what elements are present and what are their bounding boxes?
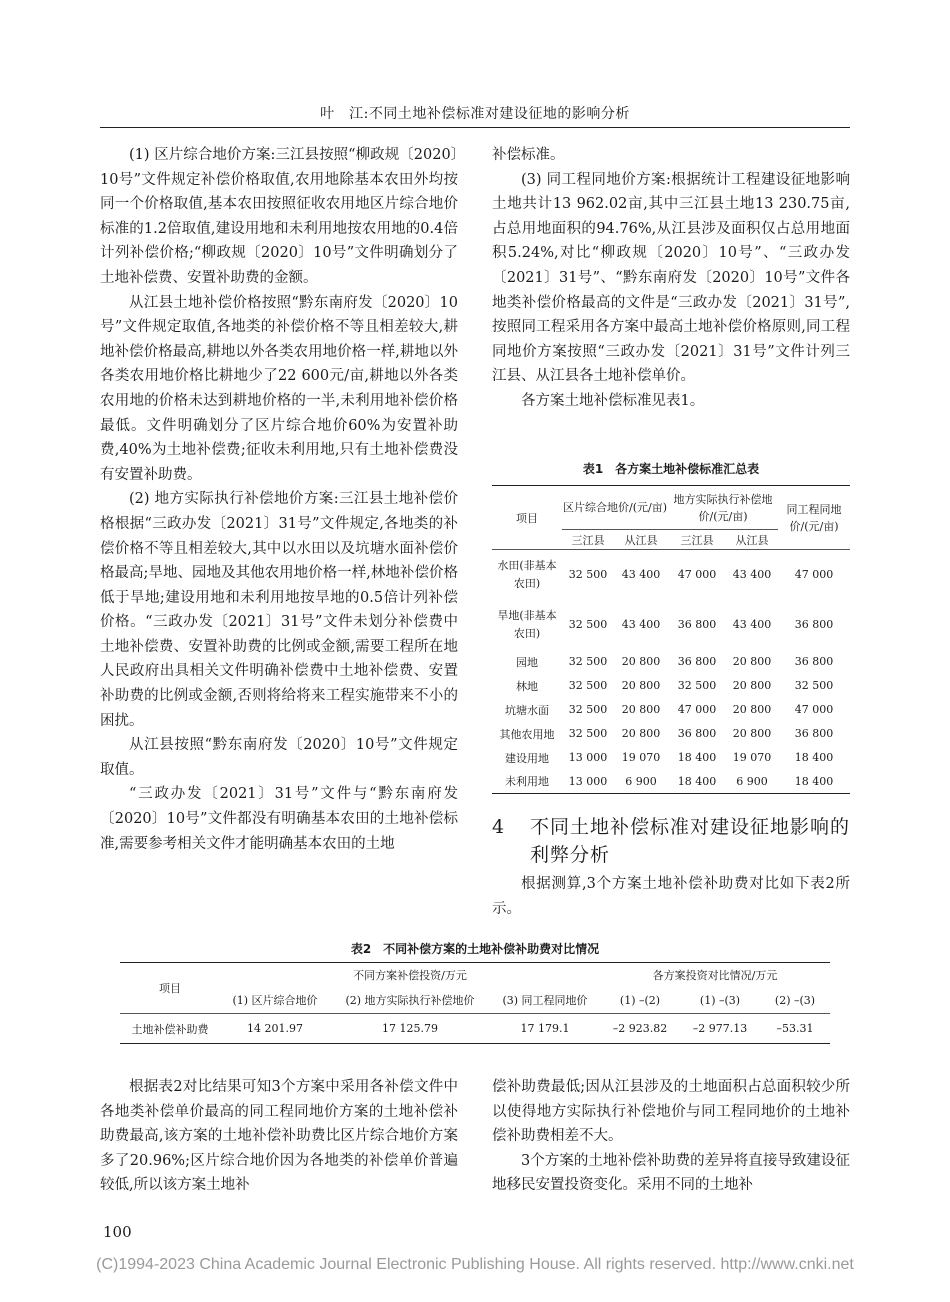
table-row	[492, 674, 850, 698]
row-label: 坑塘水面	[505, 703, 549, 717]
table2-subheader: (1) –(3)	[680, 988, 760, 1014]
cell: 14 201.97	[220, 1014, 330, 1044]
cell: 43 400	[621, 618, 661, 631]
cell: 6 900	[726, 770, 778, 794]
table1	[492, 485, 850, 794]
table2-subheader: (2) –(3)	[760, 988, 830, 1014]
cell: 19 070	[621, 751, 661, 764]
page-number: 100	[103, 1223, 132, 1241]
table-row	[492, 650, 850, 674]
paragraph: “三政办发〔2021〕31号”文件与“黔东南府发〔2020〕10号”文件都没有明确基本农田的土地补偿标准,需要参考相关文件才能明确基本农田的土地	[100, 786, 458, 852]
table2-subheader: (1) 区片综合地价	[220, 988, 330, 1014]
bottom-right-column	[492, 1075, 850, 1198]
table1-header-group2: 地方实际执行补偿地价/(元/亩)	[668, 486, 778, 530]
cell: 36 800	[677, 618, 717, 631]
row-label: 其他农用地	[499, 727, 555, 741]
cell: 20 800	[621, 703, 661, 716]
cell: 43 400	[732, 618, 772, 631]
table2-header-group1: 不同方案补偿投资/万元	[220, 963, 600, 988]
table2-subheader: (1) –(2)	[600, 988, 680, 1014]
cell: 32 500	[568, 568, 608, 582]
table2	[120, 962, 830, 1044]
cell: 6 900	[614, 770, 668, 794]
row-label: 水田(非基本农田)	[497, 558, 557, 590]
paragraph: 3个方案的土地补偿补助费的差异将直接导致建设征地移民安置投资变化。采用不同的土地补	[492, 1152, 850, 1194]
cell: 20 800	[732, 727, 772, 740]
cell: 32 500	[568, 655, 608, 668]
cell: 20 800	[732, 655, 772, 668]
cell: 32 500	[568, 679, 608, 692]
copyright-footer: (C)1994-2023 China Academic Journal Electronic Publishing House. All rights reserved. http://www.cnki.net	[96, 1256, 854, 1273]
table-row	[492, 600, 850, 650]
paragraph: 从江县土地补偿价格按照“黔东南府发〔2020〕10号”文件规定取值,各地类的补偿价格不等且相差较大,耕地补偿价格最高,耕地以外各类农用地价格一样,耕地以外各类农用地价格比耕地少了22 600元/亩,耕地以外各类农用地的价格未达到耕地价格的一半,未利用地补偿价格最低。文件明确划分了区片综合地价60%为安置补助费,40%为土地补偿费;征收未利用地,只有土地补偿费没有安置补助费。	[100, 294, 458, 483]
cell: 32 500	[568, 727, 608, 740]
cell: 18 400	[668, 770, 726, 794]
cell: 19 070	[732, 751, 772, 764]
cell: 32 500	[568, 703, 608, 716]
section-paragraph	[492, 872, 850, 921]
row-label: 未利用地	[492, 770, 562, 794]
cell: 47 000	[677, 703, 717, 716]
section-number: 4	[492, 816, 506, 838]
cell: 20 800	[621, 727, 661, 740]
paragraph: (2) 地方实际执行补偿地价方案:三江县土地补偿价格根据“三政办发〔2021〕31号”文件规定,各地类的补偿价格不等且相差较大,其中以水田以及坑塘水面补偿价格最高;旱地、园地及其他农用地价格一样,林地补偿价格低于旱地;建设用地和未利用地按旱地的0.5倍计列补偿价格。“三政办发〔2021〕31号”文件未划分补偿费中土地补偿费、安置补助费的比例或金额,需要工程所在地人民政府出具相关文件明确补偿费中土地补偿费、安置补助费的比例或金额,否则将给将来工程实施带来不小的困扰。	[100, 491, 458, 729]
cell: 20 800	[621, 679, 661, 692]
table-row	[492, 722, 850, 746]
cell: 20 800	[732, 679, 772, 692]
table2-subheader: (3) 同工程同地价	[490, 988, 600, 1014]
cell: 13 000	[568, 751, 608, 764]
row-label: 园地	[516, 655, 538, 669]
table1-sub-sanjiang: 三江县	[668, 530, 726, 550]
table-row	[492, 770, 850, 794]
left-column	[100, 143, 458, 856]
table1-sub-congjiang: 从江县	[614, 530, 668, 550]
cell: 47 000	[794, 703, 834, 716]
paragraph: 根据测算,3个方案土地补偿补助费对比如下表2所示。	[492, 876, 850, 917]
cell: 18 400	[794, 751, 834, 764]
cell: 32 500	[677, 679, 717, 692]
paragraph: 补偿标准。	[492, 147, 565, 163]
cell: 17 179.1	[490, 1014, 600, 1044]
table2-caption: 表2 不同补偿方案的土地补偿补助费对比情况	[350, 942, 600, 956]
paragraph: 各方案土地补偿标准见表1。	[521, 392, 705, 409]
table1-caption: 表1 各方案土地补偿标准汇总表	[582, 462, 760, 476]
table-row	[492, 746, 850, 770]
cell: 43 400	[621, 568, 661, 582]
header-rule	[100, 127, 850, 128]
paragraph: (1) 区片综合地价方案:三江县按照“柳政规〔2020〕10号”文件规定补偿价格取值,农用地除基本农田外均按同一个价格取值,基本农田按照征收农用地区片综合地价标准的1.2倍取值,建设用地和未利用地按农用地的0.4倍计列补偿价格;“柳政规〔2020〕10号”文件明确划分了土地补偿费、安置补助费的金额。	[100, 147, 458, 286]
paragraph: 根据表2对比结果可知3个方案中采用各补偿文件中各地类补偿单价最高的同工程同地价方案的土地补偿补助费最高,该方案的土地补偿补助费比区片综合地价方案多了20.96%;区片综合地价因为各地类的补偿单价普遍较低,所以该方案土地补	[100, 1079, 458, 1194]
table1-sub-congjiang: 从江县	[726, 530, 778, 550]
cell: –53.31	[760, 1014, 830, 1044]
cell: 36 800	[794, 727, 834, 740]
cell: 17 125.79	[330, 1014, 490, 1044]
cell: 47 000	[677, 568, 717, 582]
table2-header-item: 项目	[120, 963, 220, 1014]
cell: 32 500	[568, 618, 608, 631]
cell: 47 000	[794, 568, 834, 582]
section-title: 不同土地补偿标准对建设征地影响的利弊分析	[530, 816, 851, 866]
right-column	[492, 143, 850, 414]
cell: 36 800	[677, 727, 717, 740]
table-row	[120, 1014, 830, 1044]
table1-header-group3: 同工程同地价/(元/亩)	[778, 486, 850, 550]
table1-header-group1: 区片综合地价/(元/亩)	[562, 486, 668, 530]
table2-subheader: (2) 地方实际执行补偿地价	[330, 988, 490, 1014]
paragraph: 偿补助费最低;因从江县涉及的土地面积占总面积较少所以使得地方实际执行补偿地价与同工程同地价的土地补偿补助费相差不大。	[492, 1079, 850, 1145]
paragraph: (3) 同工程同地价方案:根据统计工程建设征地影响土地共计13 962.02亩,其中三江县土地13 230.75亩,占总用地面积的94.76%,从江县涉及面积仅占总用地面积5.24%,对比“柳政规〔2020〕10号”、“三政办发〔2021〕31号”、“黔东南府发〔2020〕10号”文件各地类补偿价格最高的文件是“三政办发〔2021〕31号”,按照同工程采用各方案中最高土地补偿价格原则,同工程同地价方案按照“三政办发〔2021〕31号”文件计列三江县、从江县各土地补偿单价。	[492, 171, 850, 385]
cell: 43 400	[732, 568, 772, 582]
cell: 13 000	[562, 770, 614, 794]
table-row	[492, 550, 850, 600]
cell: 20 800	[621, 655, 661, 668]
row-label: 土地补偿补助费	[120, 1014, 220, 1044]
cell: –2 923.82	[600, 1014, 680, 1044]
row-label: 林地	[516, 679, 538, 693]
paragraph: 从江县按照“黔东南府发〔2020〕10号”文件规定取值。	[100, 737, 458, 778]
cell: 32 500	[794, 679, 834, 692]
cell: –2 977.13	[680, 1014, 760, 1044]
row-label: 建设用地	[505, 751, 549, 765]
cell: 36 800	[794, 618, 834, 631]
row-label: 旱地(非基本农田)	[497, 608, 557, 640]
cell: 18 400	[677, 751, 717, 764]
cell: 36 800	[794, 655, 834, 668]
bottom-left-column	[100, 1075, 458, 1198]
running-header: 叶 江:不同土地补偿标准对建设征地的影响分析	[320, 106, 630, 122]
section-heading	[492, 813, 850, 869]
cell: 18 400	[778, 770, 850, 794]
cell: 20 800	[732, 703, 772, 716]
cell: 36 800	[677, 655, 717, 668]
table-row	[492, 698, 850, 722]
table2-header-group2: 各方案投资对比情况/万元	[600, 963, 830, 988]
table1-sub-sanjiang: 三江县	[562, 530, 614, 550]
table1-header-item: 项目	[492, 486, 562, 550]
